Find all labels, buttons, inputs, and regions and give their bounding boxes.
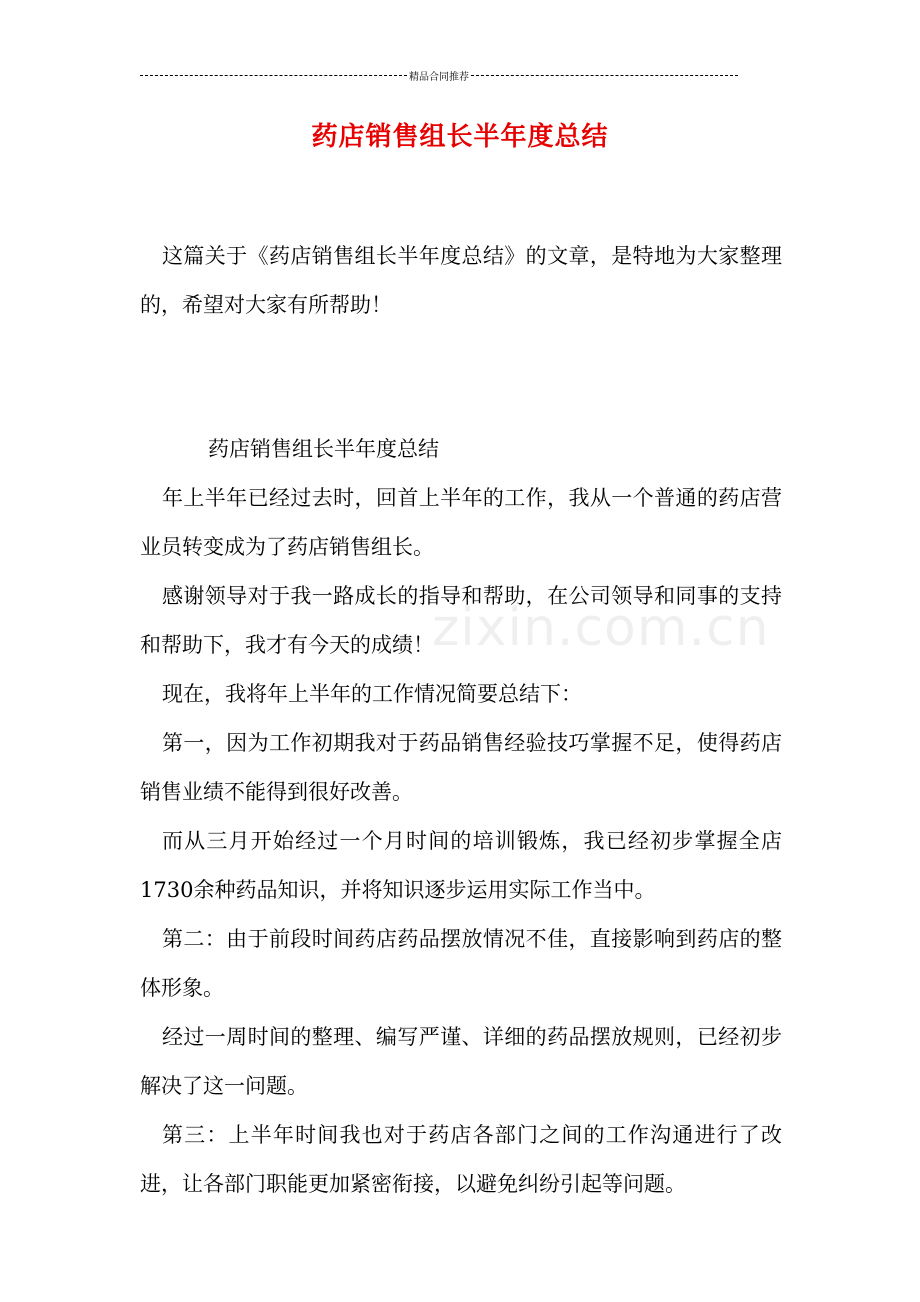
body-paragraph: 年上半年已经过去时，回首上半年的工作，我从一个普通的药店营业员转变成为了药店销售组长。: [140, 486, 782, 559]
document-subtitle: 药店销售组长半年度总结: [208, 437, 439, 461]
body-paragraph: 感谢领导对于我一路成长的指导和帮助，在公司领导和同事的支持和帮助下，我才有今天的成绩！: [140, 584, 782, 657]
header-rule: [140, 66, 738, 84]
body-paragraph: 而从三月开始经过一个月时间的培训锻炼，我已经初步掌握全店1730余种药品知识，并将知识逐步运用实际工作当中。: [140, 829, 782, 902]
body-paragraph: 第三：上半年时间我也对于药店各部门之间的工作沟通进行了改进，让各部门职能更加紧密衔接，以避免纠纷引起等问题。: [140, 1123, 782, 1196]
body-paragraph: 第一，因为工作初期我对于药品销售经验技巧掌握不足，使得药店销售业绩不能得到很好改善。: [140, 731, 782, 804]
watermark: zixin.com.cn: [432, 598, 770, 658]
header-dash-right: [471, 75, 738, 76]
intro-paragraph: 这篇关于《药店销售组长半年度总结》的文章，是特地为大家整理的，希望对大家有所帮助！: [140, 244, 782, 317]
body-paragraph: 经过一周时间的整理、编写严谨、详细的药品摆放规则，已经初步解决了这一问题。: [140, 1025, 782, 1098]
body-paragraph: 第二：由于前段时间药店药品摆放情况不佳，直接影响到药店的整体形象。: [140, 927, 782, 1000]
header-dash-left: [140, 75, 407, 76]
body-paragraph: 现在，我将年上半年的工作情况简要总结下：: [162, 682, 582, 706]
header-label: 精品合同推荐: [409, 71, 469, 83]
document-title: 药店销售组长半年度总结: [311, 122, 609, 152]
